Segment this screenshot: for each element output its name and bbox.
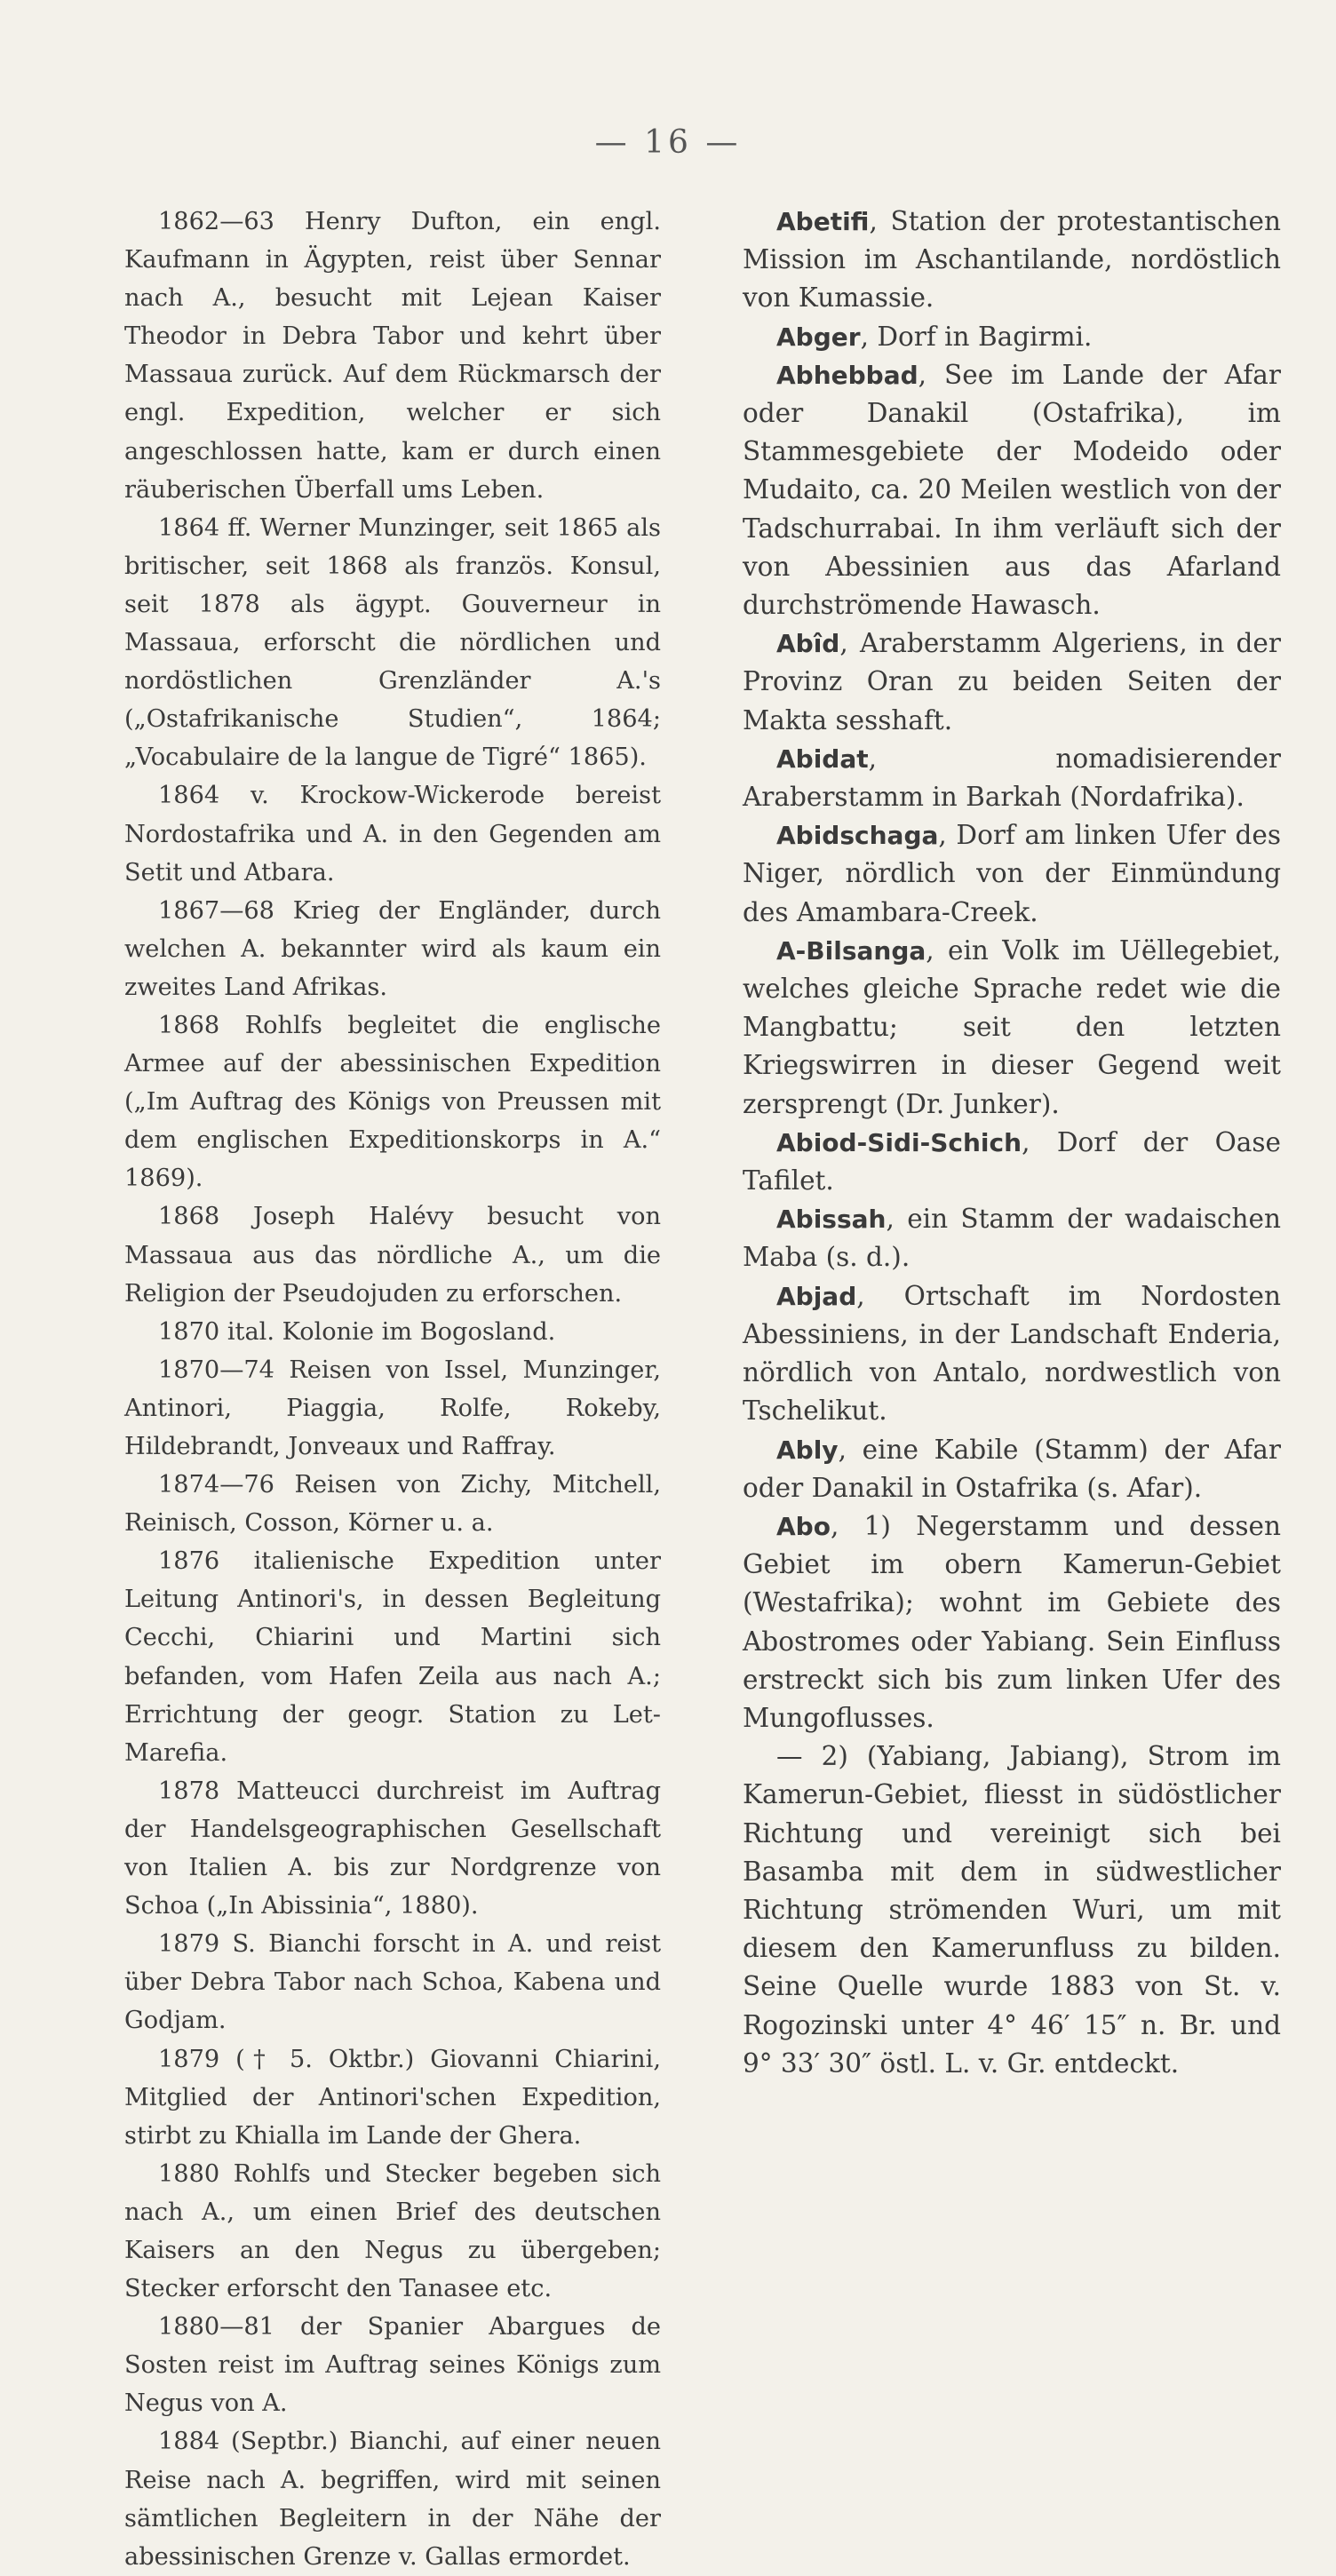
entry-term: Abidat bbox=[776, 743, 869, 774]
entry-term: Abîd bbox=[776, 629, 840, 659]
chronology-entry: 1870—74 Reisen von Issel, Munzinger, Antinori, Piaggia, Rolfe, Rokeby, Hildebrandt, Jonveaux und Raffray. bbox=[124, 1356, 661, 1460]
entry-text: , Araberstamm Algeriens, in der Provinz Oran zu beiden Seiten der Makta sesshaft. bbox=[743, 628, 1281, 735]
glossary-entry bbox=[743, 816, 1281, 932]
entry-text: , ein Volk im Uëllegebiet, welches gleiche Sprache redet wie die Mangbattu; seit den letzten Kriegswirren in dieser Gegend weit zersprengt (Dr. Junker). bbox=[743, 934, 1281, 1119]
entry-term: Ably bbox=[776, 1435, 839, 1465]
entry-term: Abissah bbox=[776, 1205, 887, 1235]
entry-term: Abidschaga bbox=[776, 821, 939, 851]
chronology-entry: 1880 Rohlfs und Stecker begeben sich nach A., um einen Brief des deutschen Kaisers an den Negus zu übergeben; Stecker erforscht den Tanasee etc. bbox=[124, 2159, 661, 2303]
entry-term: Abiod-Sidi-Schich bbox=[776, 1127, 1022, 1157]
chronology-entry: 1874—76 Reisen von Zichy, Mitchell, Reinisch, Cosson, Körner u. a. bbox=[124, 1471, 661, 1538]
entry-text: , Ortschaft im Nordosten Abessiniens, in der Landschaft Enderia, nördlich von Antalo, nordwestlich von Tschelikut. bbox=[743, 1280, 1281, 1427]
chronology-entry: 1876 italienische Expedition unter Leitung Antinori's, in dessen Begleitung Cecchi, Chiarini und Martini sich befanden, vom Hafen Zeila aus nach A.; Errichtung der geogr. Station zu Let-Marefia. bbox=[124, 1547, 661, 1767]
glossary-entry bbox=[743, 1737, 1281, 2083]
glossary-entry bbox=[743, 740, 1281, 816]
glossary-entry bbox=[743, 1431, 1281, 1507]
glossary-entry bbox=[743, 932, 1281, 1124]
entry-term: Abetifi bbox=[776, 207, 870, 236]
chronology-entry: 1862—63 Henry Dufton, ein engl. Kaufmann in Ägypten, reist über Sennar nach A., besucht mit Lejean Kaiser Theodor in Debra Tabor und kehrt über Massaua zurück. Auf dem Rückmarsch der engl. Expedition, welcher er sich angeschlossen hatte, kam er durch einen räuberischen Überfall ums Leben. bbox=[124, 208, 661, 504]
chronology-entry: 1884 (Septbr.) Bianchi, auf einer neuen Reise nach A. begriffen, wird mit seinen sämtlichen Begleitern in der Nähe der abessinischen Grenze v. Gallas ermordet. bbox=[124, 2428, 661, 2571]
glossary-entry bbox=[743, 1277, 1281, 1431]
entry-term: Abo bbox=[776, 1511, 831, 1541]
chronology-entry: 1879 S. Bianchi forscht in A. und reist über Debra Tabor nach Schoa, Kabena und Godjam. bbox=[124, 1930, 661, 2035]
glossary-entry bbox=[743, 1507, 1281, 1737]
glossary-entry bbox=[743, 203, 1281, 318]
glossary-column bbox=[743, 203, 1281, 2083]
entry-text: , 1) Negerstamm und dessen Gebiet im obern Kamerun-Gebiet (Westafrika); wohnt im Gebiete des Abostromes oder Yabiang. Sein Einfluss erstreckt sich bis zum linken Ufer des Mungoflusses. bbox=[743, 1510, 1281, 1733]
glossary-entry bbox=[743, 1124, 1281, 1200]
chronology-entry: 1868 Rohlfs begleitet die englische Armee auf der abessinischen Expedition („Im Auftrag des Königs von Preussen mit dem englischen Expeditionskorps in A.“ 1869). bbox=[124, 1011, 661, 1193]
entry-text: , Station der protestantischen Mission im Aschantilande, nordöstlich von Kumassie. bbox=[743, 206, 1281, 314]
entry-term: A-Bilsanga bbox=[776, 935, 926, 966]
chronology-entry: 1879 († 5. Oktbr.) Giovanni Chiarini, Mitglied der Antinori'schen Expedition, stirbt zu Khialla im Lande der Ghera. bbox=[124, 2045, 661, 2150]
chronology-entry: 1864 v. Krockow-Wickerode bereist Nordostafrika und A. in den Gegenden am Setit und Atbara. bbox=[124, 782, 661, 886]
entry-text: — 2) (Yabiang, Jabiang), Strom im Kamerun-Gebiet, fliesst in südöstlicher Richtung und vereinigt sich bei Basamba mit dem in südwestlicher Richtung strömenden Wuri, um mit diesem den Kamerunfluss zu bilden. Seine Quelle wurde 1883 von St. v. Rogozinski unter 4° 46′ 15″ n. Br. und 9° 33′ 30″ östl. L. v. Gr. entdeckt. bbox=[743, 1741, 1281, 2079]
entry-text: , Dorf am linken Ufer des Niger, nördlich von der Einmündung des Amambara-Creek. bbox=[743, 820, 1281, 927]
entry-text: , Dorf in Bagirmi. bbox=[860, 321, 1093, 352]
chronology-entry: 1880—81 der Spanier Abargues de Sosten reist im Auftrag seines Königs zum Negus von A. bbox=[124, 2313, 661, 2418]
chronology-entry: 1868 Joseph Halévy besucht von Massaua aus das nördliche A., um die Religion der Pseudojuden zu erforschen. bbox=[124, 1203, 661, 1308]
chronology-entry: 1867—68 Krieg der Engländer, durch welchen A. bekannter wird als kaum ein zweites Land Afrikas. bbox=[124, 896, 661, 1001]
glossary-entry bbox=[743, 356, 1281, 624]
entry-term: Abger bbox=[776, 322, 861, 352]
glossary-entry bbox=[743, 1200, 1281, 1276]
entry-term: Abjad bbox=[776, 1281, 857, 1311]
glossary-entry bbox=[743, 624, 1281, 740]
entry-term: Abhebbad bbox=[776, 360, 918, 390]
entry-text: , Dorf der Oase Tafilet. bbox=[743, 1126, 1281, 1197]
chronology-column bbox=[124, 203, 661, 2576]
entry-text: , eine Kabile (Stamm) der Afar oder Danakil in Ostafrika (s. Afar). bbox=[743, 1434, 1281, 1503]
chronology-entry: 1864 ff. Werner Munzinger, seit 1865 als britischer, seit 1868 als französ. Konsul, seit 1878 als ägypt. Gouverneur in Massaua, erforscht die nördlichen und nordöstlichen Grenzländer A.'s („Ostafrikanische Studien“, 1864; „Vocabulaire de la langue de Tigré“ 1865). bbox=[124, 513, 661, 772]
entry-text: , See im Lande der Afar oder Danakil (Ostafrika), im Stammesgebiete der Modeido oder Mudaito, ca. 20 Meilen westlich von der Tadschurrabai. In ihm verläuft sich der von Abessinien aus das Afarland durchströmende Hawasch. bbox=[743, 359, 1281, 621]
glossary-entry bbox=[743, 318, 1281, 356]
chronology-entry: 1878 Matteucci durchreist im Auftrag der Handelsgeographischen Gesellschaft von Italien A. bis zur Nordgrenze von Schoa („In Abissinia“, 1880). bbox=[124, 1777, 661, 1920]
entry-text: , ein Stamm der wadaischen Maba (s. d.). bbox=[743, 1204, 1281, 1273]
page-number: — 16 — bbox=[594, 124, 742, 161]
entry-text: , nomadisierender Araberstamm in Barkah (Nordafrika). bbox=[743, 743, 1281, 813]
chronology-entry: 1870 ital. Kolonie im Bogosland. bbox=[158, 1317, 556, 1346]
